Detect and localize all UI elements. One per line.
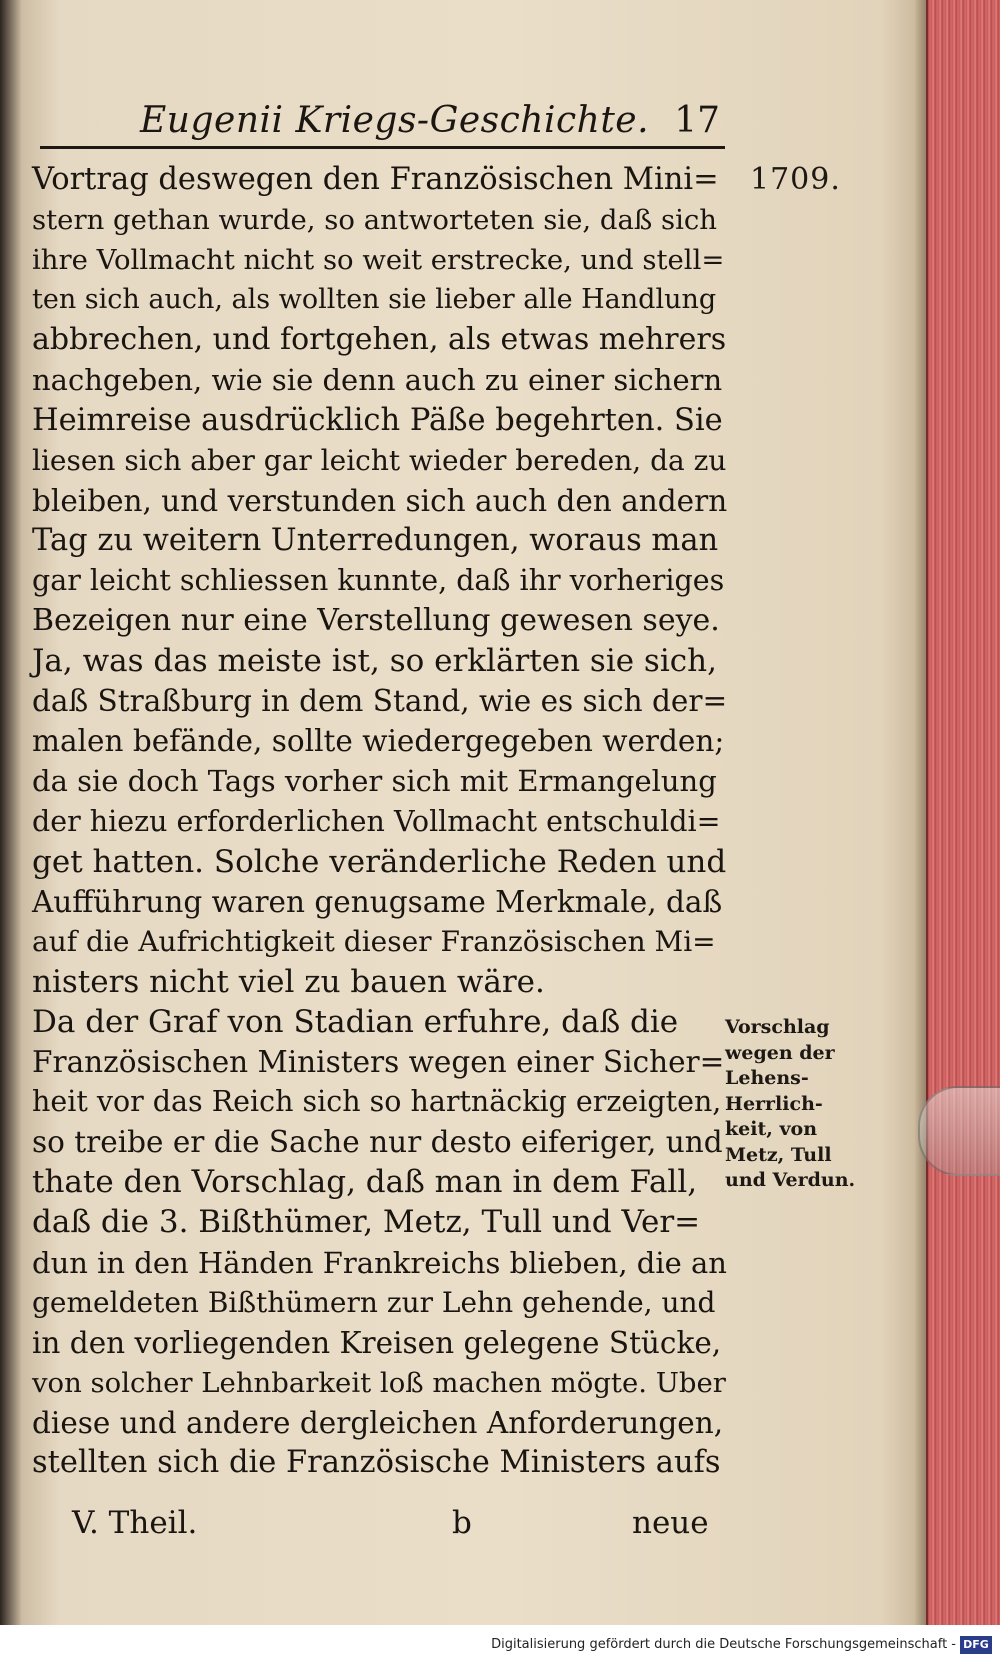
marginal-line: keit, von (725, 1118, 818, 1140)
signature-sheet: b (452, 1505, 472, 1541)
marginal-line: Vorschlag (725, 1016, 830, 1038)
text-line: der hiezu erforderlichen Vollmacht entschuldi= (32, 804, 721, 838)
text-line: stern gethan wurde, so antworteten sie, daß sich (32, 204, 717, 237)
marginal-line: Herrlich- (725, 1092, 823, 1115)
page-clip (918, 1086, 1000, 1176)
marginal-line: Lehens- (725, 1067, 809, 1089)
text-line: liesen sich aber gar leicht wieder bereden, da zu (32, 443, 727, 477)
text-line: ten sich auch, als wollten sie lieber alle Handlung (32, 284, 717, 316)
year-marginal: 1709. (750, 162, 841, 197)
body-text (32, 160, 727, 1483)
text-line: malen befände, sollte wiedergegeben werden; (32, 724, 725, 759)
text-line: nisters nicht viel zu bauen wäre. (32, 963, 545, 1000)
text-line: Vortrag deswegen den Französischen Mini= (32, 162, 719, 197)
text-line: von solcher Lehnbarkeit loß machen mögte. Uber (32, 1366, 726, 1399)
text-line: Heimreise ausdrücklich Päße begehrten. Sie (32, 402, 723, 438)
header-rule (40, 146, 725, 149)
running-title: Eugenii Kriegs-Geschichte. (140, 100, 650, 141)
marginal-note (725, 1015, 875, 1194)
text-line: diese und andere dergleichen Anforderungen, (32, 1405, 724, 1440)
catchword: neue (632, 1505, 709, 1541)
funding-credit: Digitalisierung gefördert durch die Deutsche Forschungsgemeinschaft - (491, 1637, 956, 1652)
signature-line (32, 1505, 727, 1545)
text-line: get hatten. Solche veränderliche Reden und (32, 843, 727, 880)
text-line: nachgeben, wie sie denn auch zu einer sichern (32, 363, 723, 398)
text-line: heit vor das Reich sich so hartnäckig erzeigten, (32, 1085, 722, 1119)
text-line: Tag zu weitern Unterredungen, woraus man (32, 522, 719, 558)
page-number: 17 (674, 100, 720, 141)
marginal-line: und Verdun. (725, 1169, 856, 1191)
text-line: thate den Vorschlag, daß man in dem Fall, (32, 1164, 698, 1201)
marginal-line: wegen der (725, 1041, 835, 1064)
text-line: in den vorliegenden Kreisen gelegene Stücke, (32, 1325, 722, 1360)
red-page-edges (926, 0, 1000, 1625)
text-line: Französischen Ministers wegen einer Sicher= (32, 1045, 725, 1080)
text-line: stellten sich die Französische Ministers aufs (32, 1445, 721, 1480)
text-line: so treibe er die Sache nur desto eiferiger, und (32, 1125, 723, 1160)
text-line: ihre Vollmacht nicht so weit erstrecke, und stell= (32, 244, 725, 277)
text-line: auf die Aufrichtigkeit dieser Französischen Mi= (32, 924, 716, 958)
text-line: gemeldeten Bißthümern zur Lehn gehende, und (32, 1285, 716, 1319)
footer-bar (0, 1625, 1000, 1667)
marginal-line: Metz, Tull (725, 1143, 832, 1166)
text-line: bleiben, und verstunden sich auch den andern (32, 483, 728, 518)
text-line: Da der Graf von Stadian erfuhre, daß die (32, 1003, 679, 1040)
text-line: gar leicht schliessen kunnte, daß ihr vorheriges (32, 563, 725, 597)
text-line: Bezeigen nur eine Verstellung gewesen seye. (32, 603, 720, 639)
running-header (140, 100, 720, 146)
text-line: da sie doch Tags vorher sich mit Ermangelung (32, 764, 717, 799)
text-line: Aufführung waren genugsame Merkmale, daß (32, 884, 723, 919)
text-line: dun in den Händen Frankreichs blieben, die an (32, 1245, 727, 1280)
text-line: daß die 3. Bißthümer, Metz, Tull und Ver= (32, 1204, 701, 1241)
signature-part: V. Theil. (72, 1505, 198, 1541)
text-line: abbrechen, und fortgehen, als etwas mehrers (32, 322, 727, 358)
text-line: Ja, was das meiste ist, so erklärten sie sich, (32, 643, 717, 680)
dfg-logo-icon[interactable]: DFG (960, 1636, 992, 1654)
text-line: daß Straßburg in dem Stand, wie es sich der= (32, 684, 728, 719)
